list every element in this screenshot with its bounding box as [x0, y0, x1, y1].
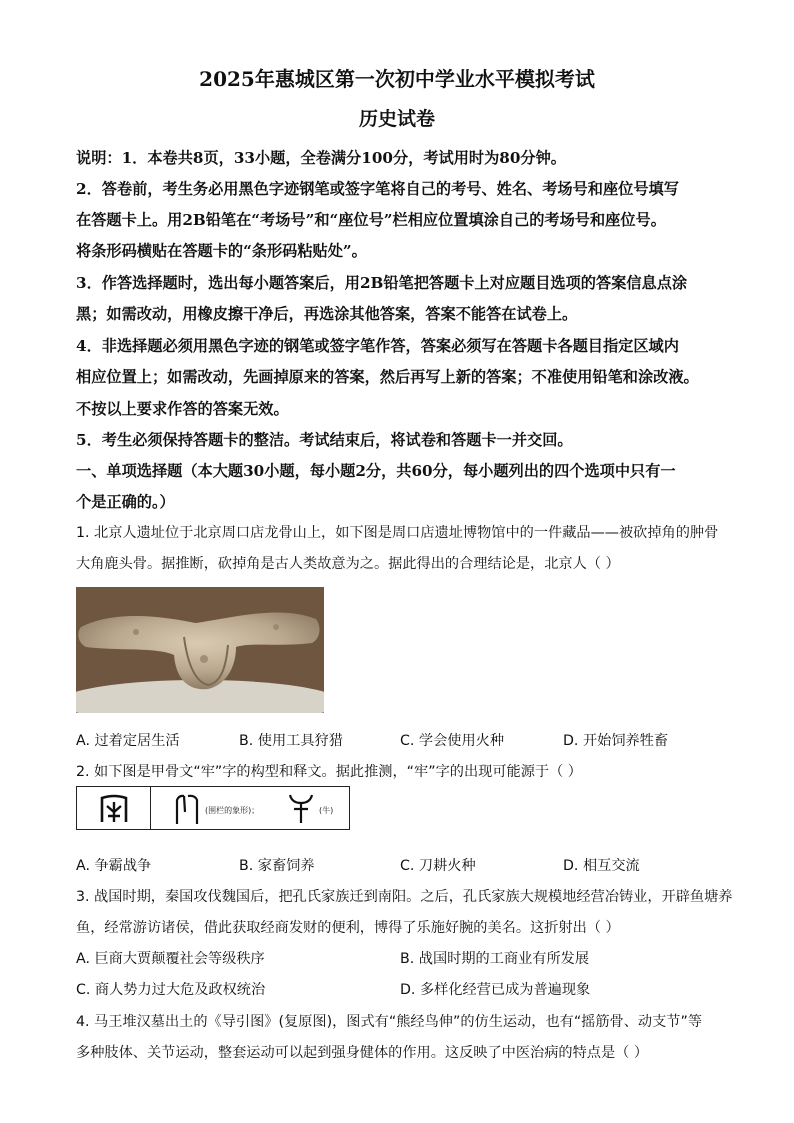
- question-1-option-d: D. 开始饲养牲畜: [563, 733, 669, 749]
- question-1-text: 1. 北京人遗址位于北京周口店龙骨山上，如下图是周口店遗址博物馆中的一件藏品——被砍掉角的肿骨: [76, 525, 719, 541]
- question-1-option-c: C. 学会使用火种: [400, 733, 505, 749]
- instruction-line: 4．非选择题必须用黑色字迹的钢笔或签字笔作答，答案必须写在答题卡各题目指定区域内: [76, 337, 679, 355]
- question-1-text: 大角鹿头骨。据推断，砍掉角是古人类故意为之。据此得出的合理结论是，北京人（ ）: [76, 556, 620, 572]
- question-2-text: 2. 如下图是甲骨文“牢”字的构型和释文。据此推测，“牢”字的出现可能源于（ ）: [76, 764, 582, 780]
- fence-note: (围栏的象形)；: [205, 806, 260, 815]
- oracle-fence-glyph: [173, 792, 203, 826]
- question-4-text: 多种肢体、关节运动，整套运动可以起到强身健体的作用。这反映了中医治病的特点是（ ）: [76, 1045, 649, 1061]
- question-3-text: 鱼，经常游访诸侯，借此获取经商发财的便利，博得了乐施好腕的美名。这折射出（ ）: [76, 920, 620, 936]
- exam-subtitle: 历史试卷: [358, 108, 435, 130]
- question-2-option-d: D. 相互交流: [563, 858, 640, 874]
- oracle-ox-glyph: [287, 791, 315, 825]
- figure-divider: [150, 787, 151, 829]
- question-4-text: 4. 马王堆汉墓出土的《导引图》(复原图)，图式有“熊经鸟伸”的仿生运动，也有“摇筋骨、动支节”等: [76, 1014, 703, 1030]
- question-3-option-b: B. 战国时期的工商业有所发展: [400, 951, 590, 967]
- question-2-option-b: B. 家畜饲养: [239, 858, 315, 874]
- section-heading: 个是正确的。）: [76, 493, 175, 511]
- question-3-option-a: A. 巨商大贾颠覆社会等级秩序: [76, 951, 265, 967]
- deer-skull-photo: [76, 587, 324, 713]
- question-1-option-b: B. 使用工具狩猎: [239, 733, 343, 749]
- instruction-line: 将条形码横贴在答题卡的“条形码粘贴处”。: [76, 242, 367, 260]
- section-heading: 一、单项选择题（本大题30小题，每小题2分，共60分，每小题列出的四个选项中只有一: [76, 462, 676, 480]
- question-1-option-a: A. 过着定居生活: [76, 733, 180, 749]
- instruction-line: 不按以上要求作答的答案无效。: [76, 400, 289, 418]
- question-2-option-a: A. 争霸战争: [76, 858, 152, 874]
- ox-note: (牛): [319, 806, 334, 815]
- instruction-line: 在答题卡上。用2B铅笔在“考场号”和“座位号”栏相应位置填涂自己的考场号和座位号。: [76, 211, 666, 229]
- exam-title: 2025年惠城区第一次初中学业水平模拟考试: [199, 67, 595, 91]
- instruction-line: 3．作答选择题时，选出每小题答案后，用2B铅笔把答题卡上对应题目选项的答案信息点涂: [76, 274, 688, 292]
- question-3-text: 3. 战国时期，秦国攻伐魏国后，把孔氏家族迁到南阳。之后，孔氏家族大规模地经营冶铸业，开辟鱼塘养: [76, 889, 733, 905]
- oracle-lao-glyph: [97, 792, 131, 826]
- oracle-bone-figure: [76, 786, 350, 830]
- instruction-line: 黑；如需改动，用橡皮擦干净后，再选涂其他答案，答案不能答在试卷上。: [76, 305, 578, 323]
- instruction-line: 5．考生必须保持答题卡的整洁。考试结束后，将试卷和答题卡一并交回。: [76, 431, 573, 449]
- question-3-option-d: D. 多样化经营已成为普遍现象: [400, 982, 591, 998]
- question-2-option-c: C. 刀耕火种: [400, 858, 476, 874]
- instruction-line: 相应位置上；如需改动，先画掉原来的答案，然后再写上新的答案；不准使用铅笔和涂改液。: [76, 368, 699, 386]
- question-3-option-c: C. 商人势力过大危及政权统治: [76, 982, 266, 998]
- instruction-line: 说明：1．本卷共8页，33小题，全卷满分100分，考试用时为80分钟。: [76, 149, 566, 167]
- instruction-line: 2．答卷前，考生务必用黑色字迹钢笔或签字笔将自己的考号、姓名、考场号和座位号填写: [76, 180, 679, 198]
